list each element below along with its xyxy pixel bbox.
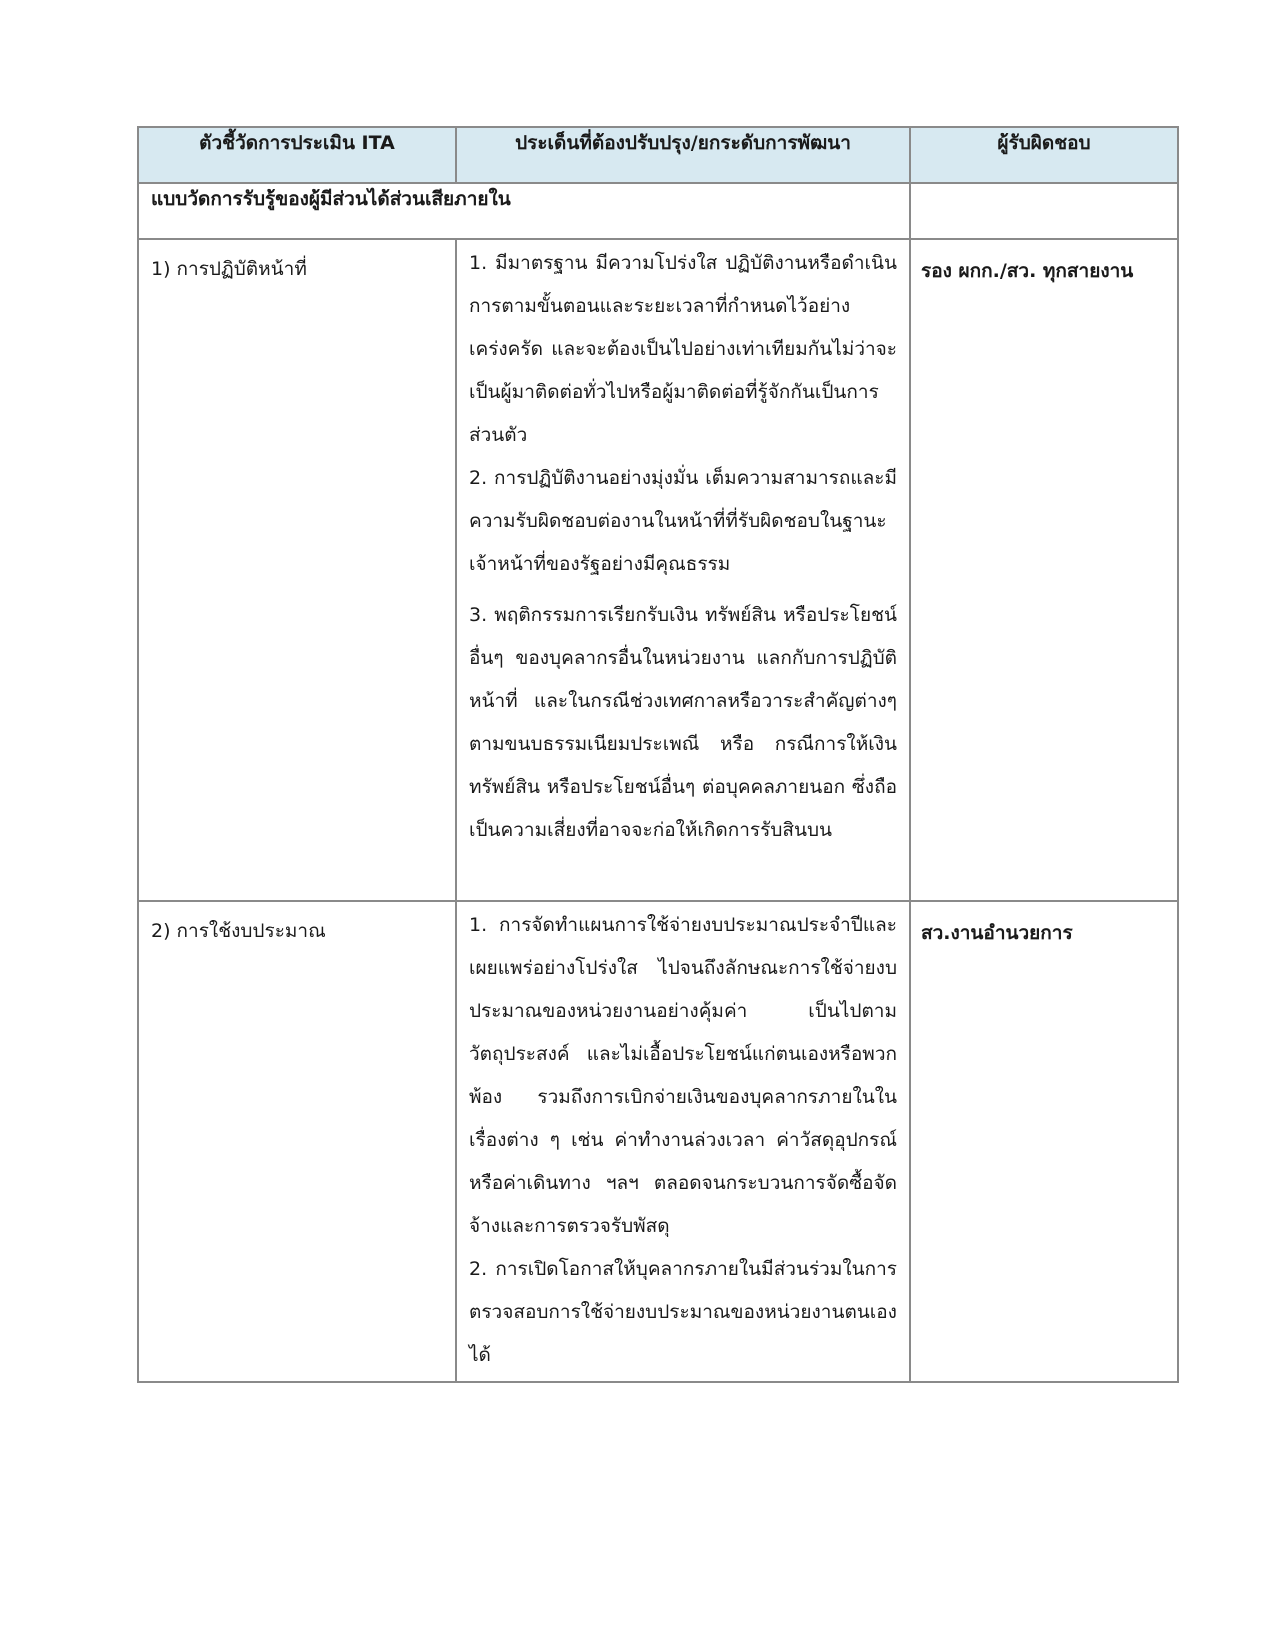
table-row: [138, 239, 1178, 901]
header-indicator: ตัวชี้วัดการประเมิน ITA: [138, 127, 456, 183]
issue-item: 3. พฤติกรรมการเรียกรับเงิน ทรัพย์สิน หรือประโยชน์อื่นๆ ของบุคลากรอื่นในหน่วยงาน แลกกับการปฏิบัติหน้าที่ และในกรณีช่วงเทศกาลหรือวาระสำคัญต่างๆ ตามขนบธรรมเนียมประเพณี หรือ กรณีการให้เงิน ทรัพย์สิน หรือประโยชน์อื่นๆ ต่อบุคคลภายนอก ซึ่งถือเป็นความเสี่ยงที่อาจจะก่อให้เกิดการรับสินบน: [469, 604, 897, 841]
issue-item: 1. มีมาตรฐาน มีความโปร่งใส ปฏิบัติงานหรือดำเนินการตามขั้นตอนและระยะเวลาที่กำหนดไว้อย่างเคร่งครัด และจะต้องเป็นไปอย่างเท่าเทียมกันไม่ว่าจะเป็นผู้มาติดต่อทั่วไปหรือผู้มาติดต่อที่รู้จักกันเป็นการส่วนตัว: [469, 252, 897, 446]
issue-item: 2. การปฏิบัติงานอย่างมุ่งมั่น เต็มความสามารถและมีความรับผิดชอบต่องานในหน้าที่ที่รับผิดชอบในฐานะเจ้าหน้าที่ของรัฐอย่างมีคุณธรรม: [469, 467, 897, 575]
header-owner: ผู้รับผิดชอบ: [910, 127, 1178, 183]
issue-item: 1. การจัดทำแผนการใช้จ่ายงบประมาณประจำปีและเผยแพร่อย่างโปร่งใส ไปจนถึงลักษณะการใช้จ่ายงบประมาณของหน่วยงานอย่างคุ้มค่า เป็นไปตามวัตถุประสงค์ และไม่เอื้อประโยชน์แก่ตนเองหรือพวกพ้อง รวมถึงการเบิกจ่ายเงินของบุคลากรภายในในเรื่องต่าง ๆ เช่น ค่าทำงานล่วงเวลา ค่าวัสดุอุปกรณ์ หรือค่าเดินทาง ฯลฯ ตลอดจนกระบวนการจัดซื้อจัดจ้างและการตรวจรับพัสดุ: [469, 914, 897, 1237]
owner-cell: สว.งานอำนวยการ: [910, 901, 1178, 1382]
issues-cell: [456, 901, 910, 1382]
table-header-row: [138, 127, 1178, 183]
issues-cell: [456, 239, 910, 901]
section-row: [138, 183, 1178, 239]
indicator-cell: 1) การปฏิบัติหน้าที่: [138, 239, 456, 901]
owner-cell: รอง ผกก./สว. ทุกสายงาน: [910, 239, 1178, 901]
ita-improvement-table: [137, 126, 1179, 1383]
table-row: [138, 901, 1178, 1382]
header-issues: ประเด็นที่ต้องปรับปรุง/ยกระดับการพัฒนา: [456, 127, 910, 183]
section-title: แบบวัดการรับรู้ของผู้มีส่วนได้ส่วนเสียภายใน: [138, 183, 910, 239]
issue-item: 2. การเปิดโอกาสให้บุคลากรภายในมีส่วนร่วมในการตรวจสอบการใช้จ่ายงบประมาณของหน่วยงานตนเองได้: [469, 1258, 897, 1366]
section-owner-cell: [910, 183, 1178, 239]
indicator-cell: 2) การใช้งบประมาณ: [138, 901, 456, 1382]
